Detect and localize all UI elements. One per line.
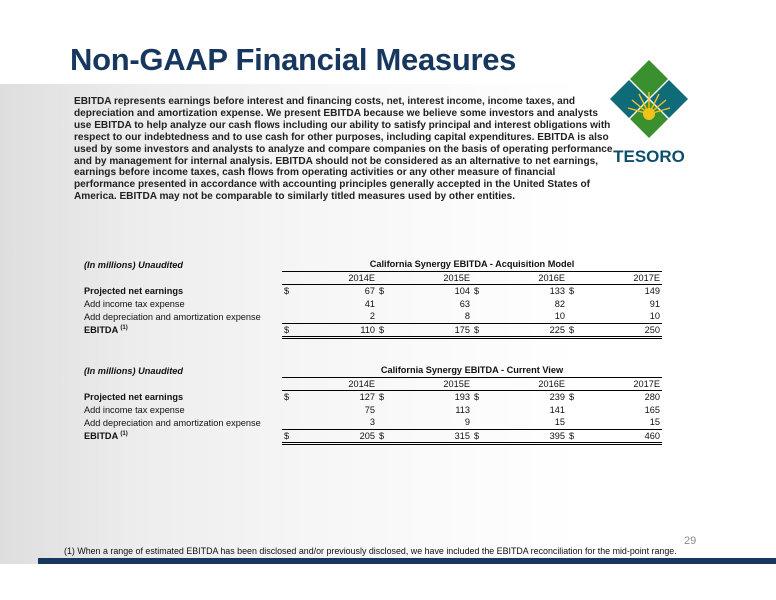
footnote: (1) When a range of estimated EBITDA has been disclosed and/or previously disclosed, we have included the EBITDA reconciliation for the mid-point range. xyxy=(64,546,677,556)
table-row xyxy=(82,404,662,417)
cell-value: 2 xyxy=(369,311,375,322)
currency-symbol: $ xyxy=(472,429,488,444)
cell-value: 113 xyxy=(455,404,470,415)
table-caption: California Synergy EBITDA - Acquisition Model xyxy=(282,258,662,271)
cell-value: 15 xyxy=(649,417,660,428)
cell-value: 10 xyxy=(649,311,660,322)
currency-symbol: $ xyxy=(474,286,480,297)
currency-symbol: $ xyxy=(284,392,290,403)
year-header: 2015E xyxy=(377,377,472,391)
cell-value: 110 xyxy=(298,323,377,338)
row-label-text: EBITDA xyxy=(84,431,118,442)
currency-symbol xyxy=(377,404,393,417)
cell-value: 133 xyxy=(549,286,565,297)
bottom-bar xyxy=(38,558,776,564)
cell-value: 127 xyxy=(359,392,375,403)
row-label: Add depreciation and amortization expense xyxy=(84,417,261,428)
cell-value: 175 xyxy=(393,323,472,338)
cell-value: 67 xyxy=(364,286,375,297)
unit-note: (In millions) Unaudited xyxy=(84,365,184,376)
currency-symbol: $ xyxy=(379,286,385,297)
row-label: Add income tax expense xyxy=(84,404,185,415)
cell-value: 193 xyxy=(454,392,470,403)
currency-symbol: $ xyxy=(377,323,393,338)
cell-value: 3 xyxy=(369,417,375,428)
currency-symbol xyxy=(567,310,583,323)
currency-symbol xyxy=(377,298,393,311)
intro-paragraph: EBITDA represents earnings before interest and financing costs, net, interest income, income taxes, and depreciation and amortization expense. We present EBITDA because we believe some investors and analysts use EBITDA to help analyze our cash flows including our ability to satisfy principal and interest obligations with respect to our indebtedness and to use cash for other purposes, including capital expenditures. EBITDA is also used by some investors and analysts to analyze and compare companies on the basis of operating performance and by management for internal analysis. EBITDA should not be considered as an alternative to net earnings, earnings before income taxes, cash flows from operating activities or any other measure of financial performance presented in accordance with accounting principles generally accepted in the United States of America. EBITDA may not be comparable to similarly titled measures used by other entities. xyxy=(74,96,613,203)
cell-value: 460 xyxy=(583,429,662,444)
currency-symbol xyxy=(282,298,298,311)
currency-symbol: $ xyxy=(474,392,480,403)
cell-value: 15 xyxy=(554,417,565,428)
currency-symbol: $ xyxy=(284,286,290,297)
row-label: Add depreciation and amortization expense xyxy=(84,311,261,322)
cell-value: 41 xyxy=(364,298,375,309)
currency-symbol: $ xyxy=(569,392,575,403)
cell-value: 141 xyxy=(549,404,565,415)
tesoro-logo xyxy=(606,56,692,168)
year-header: 2016E xyxy=(472,377,567,391)
table-row-total xyxy=(82,323,662,338)
year-header: 2014E xyxy=(282,271,377,285)
cell-value: 239 xyxy=(549,392,565,403)
cell-value: 280 xyxy=(644,392,660,403)
currency-symbol: $ xyxy=(569,286,575,297)
currency-symbol: $ xyxy=(377,429,393,444)
table-row xyxy=(82,391,662,404)
table-caption: California Synergy EBITDA - Current View xyxy=(282,364,662,377)
table-row xyxy=(82,416,662,429)
currency-symbol xyxy=(472,298,488,311)
cell-value: 63 xyxy=(459,298,470,309)
currency-symbol xyxy=(377,310,393,323)
cell-value: 225 xyxy=(488,323,567,338)
cell-value: 8 xyxy=(464,311,470,322)
ebitda-table-acquisition-model xyxy=(82,258,662,339)
year-header: 2017E xyxy=(567,271,662,285)
row-label: Add income tax expense xyxy=(84,298,185,309)
currency-symbol: $ xyxy=(567,429,583,444)
row-label: Projected net earnings xyxy=(84,286,184,296)
currency-symbol: $ xyxy=(282,429,298,444)
currency-symbol xyxy=(282,310,298,323)
table-row xyxy=(82,310,662,323)
cell-value: 250 xyxy=(583,323,662,338)
page-number: 29 xyxy=(684,535,697,547)
currency-symbol: $ xyxy=(379,392,385,403)
ebitda-table-current-view xyxy=(82,364,662,445)
currency-symbol xyxy=(472,404,488,417)
year-header: 2015E xyxy=(377,271,472,285)
currency-symbol: $ xyxy=(567,323,583,338)
currency-symbol xyxy=(282,416,298,429)
table-row-total xyxy=(82,429,662,444)
cell-value: 149 xyxy=(644,286,660,297)
cell-value: 10 xyxy=(554,311,565,322)
cell-value: 104 xyxy=(454,286,470,297)
cell-value: 315 xyxy=(393,429,472,444)
year-header: 2017E xyxy=(567,377,662,391)
currency-symbol xyxy=(472,416,488,429)
currency-symbol xyxy=(472,310,488,323)
page-title: Non-GAAP Financial Measures xyxy=(70,42,517,77)
currency-symbol xyxy=(567,298,583,311)
table-row xyxy=(82,298,662,311)
currency-symbol xyxy=(282,404,298,417)
year-header: 2014E xyxy=(282,377,377,391)
row-label: Projected net earnings xyxy=(84,392,184,402)
unit-note: (In millions) Unaudited xyxy=(84,259,184,270)
cell-value: 165 xyxy=(644,404,660,415)
row-label xyxy=(82,429,282,444)
cell-value: 82 xyxy=(554,298,565,309)
row-label-text: EBITDA xyxy=(84,325,118,336)
currency-symbol: $ xyxy=(282,323,298,338)
currency-symbol: $ xyxy=(472,323,488,338)
currency-symbol xyxy=(377,416,393,429)
row-label xyxy=(82,323,282,338)
svg-text:TESORO: TESORO xyxy=(613,147,685,166)
cell-value: 91 xyxy=(649,298,660,309)
currency-symbol xyxy=(567,404,583,417)
currency-symbol xyxy=(567,416,583,429)
cell-value: 205 xyxy=(298,429,377,444)
cell-value: 75 xyxy=(364,404,375,415)
footnote-marker: (1) xyxy=(120,431,128,438)
cell-value: 395 xyxy=(488,429,567,444)
table-row xyxy=(82,285,662,298)
year-header: 2016E xyxy=(472,271,567,285)
cell-value: 9 xyxy=(464,417,470,428)
footnote-marker: (1) xyxy=(120,325,128,332)
